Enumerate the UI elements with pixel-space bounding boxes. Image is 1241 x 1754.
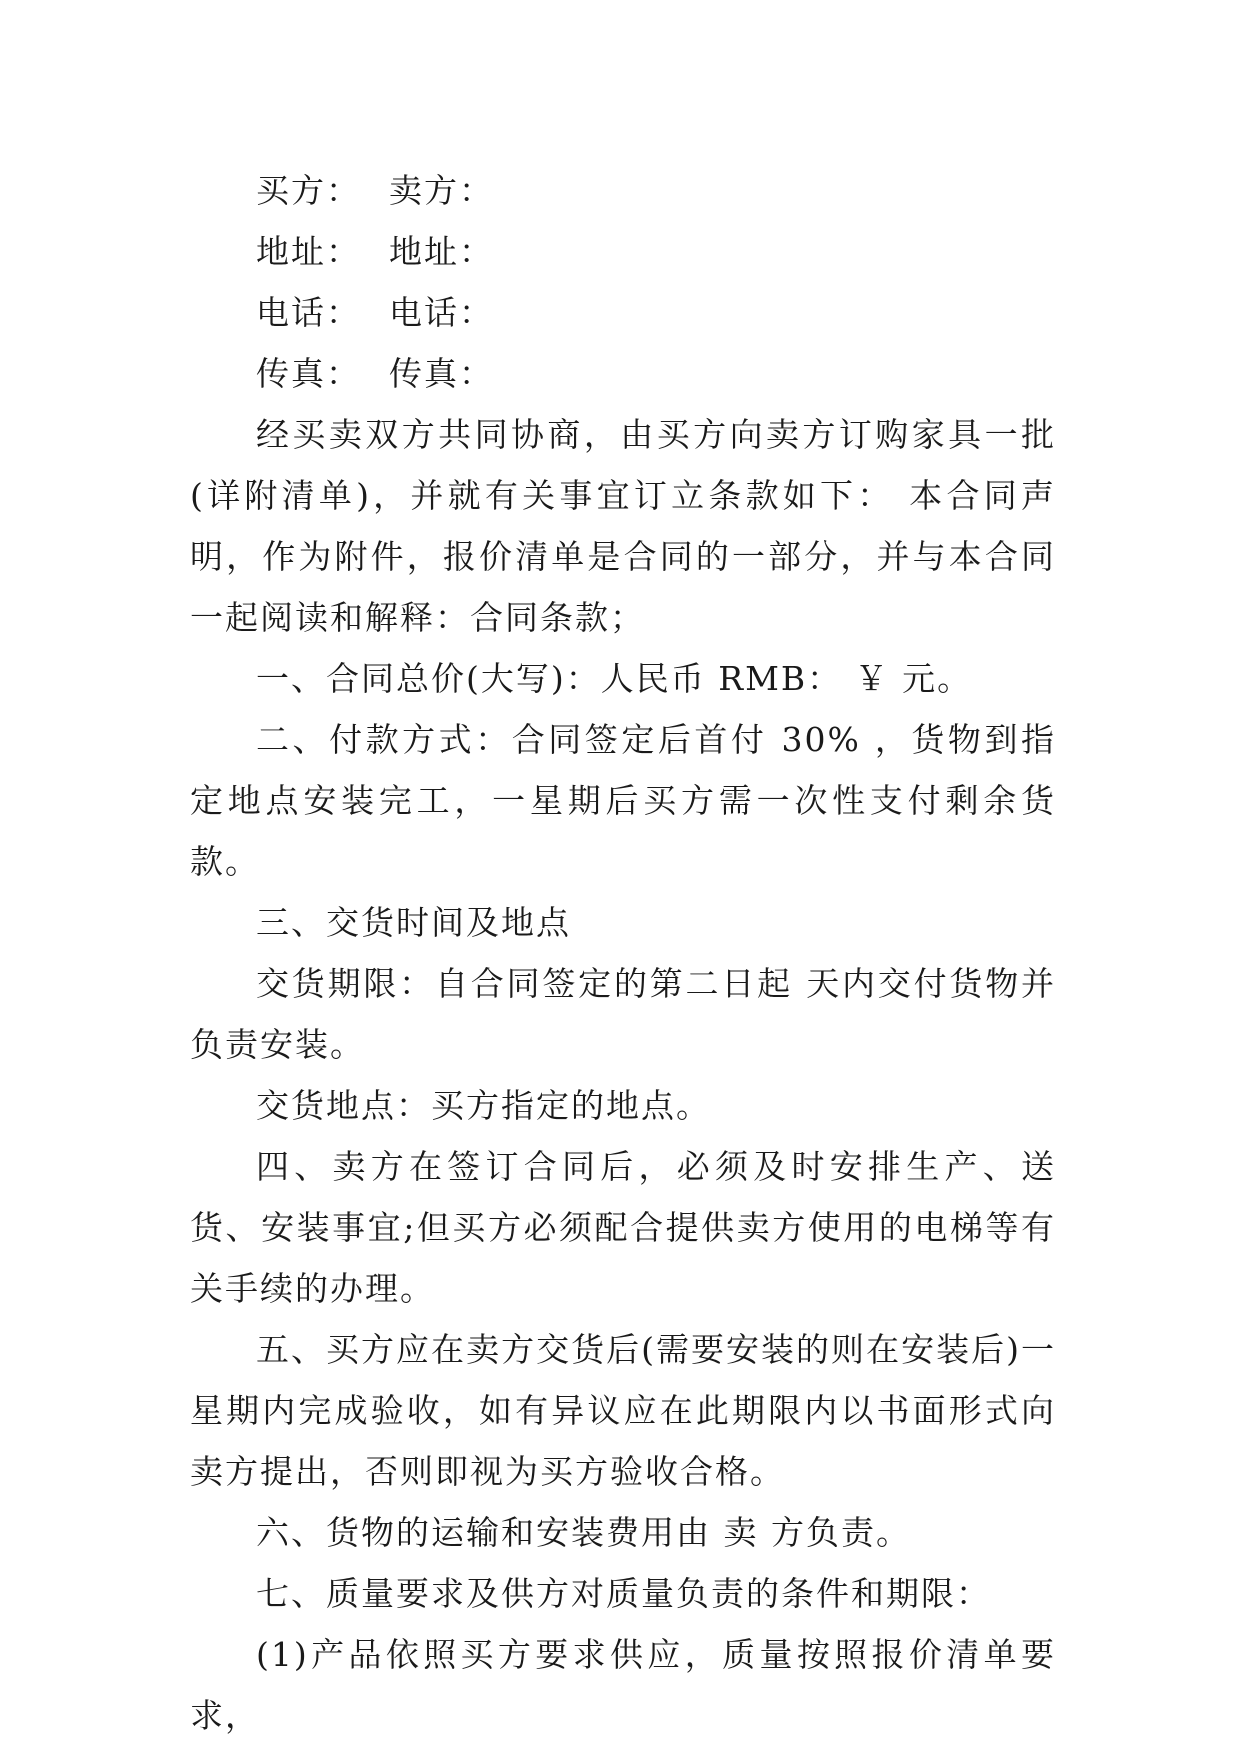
seller-phone-label: 电话： <box>389 293 494 332</box>
clause-quality-heading: 七、质量要求及供方对质量负责的条件和期限： <box>256 1574 991 1613</box>
fax-row <box>190 343 1056 404</box>
seller-fax-label: 传真： <box>389 354 494 393</box>
seller-address-label: 地址： <box>389 232 494 271</box>
seller-label: 卖方： <box>389 171 494 210</box>
preamble-paragraph: 经买卖双方共同协商，由买方向卖方订购家具一批(详附清单)，并就有关事宜订立条款如下： 本合同声明，作为附件，报价清单是合同的一部分，并与本合同一起阅读和解释：合同条款； <box>190 415 1056 637</box>
buyer-phone-label: 电话： <box>256 293 361 332</box>
contract-body <box>190 160 1056 1746</box>
clause-transport-fee: 六、货物的运输和安装费用由 卖 方负责。 <box>256 1513 911 1552</box>
clause-acceptance: 五、买方应在卖方交货后(需要安装的则在安装后)一星期内完成验收，如有异议应在此期限内以书面形式向卖方提出，否则即视为买方验收合格。 <box>190 1330 1056 1491</box>
clause-delivery-heading: 三、交货时间及地点 <box>256 903 571 942</box>
clause-delivery-term: 交货期限：自合同签定的第二日起 天内交付货物并负责安装。 <box>190 964 1056 1064</box>
buyer-label: 买方： <box>256 171 361 210</box>
buyer-address-label: 地址： <box>256 232 361 271</box>
address-row <box>190 221 1056 282</box>
buyer-fax-label: 传真： <box>256 354 361 393</box>
phone-row <box>190 282 1056 343</box>
clause-total-price: 一、合同总价(大写)：人民币 RMB： ￥ 元。 <box>256 659 973 698</box>
clause-delivery-place: 交货地点：买方指定的地点。 <box>256 1086 711 1125</box>
buyer-seller-row <box>190 160 1056 221</box>
clause-quality-item-1: (1)产品依照买方要求供应，质量按照报价清单要求， <box>190 1635 1056 1735</box>
clause-payment: 二、付款方式：合同签定后首付 30% ，货物到指定地点安装完工，一星期后买方需一次性支付剩余货款。 <box>190 720 1056 881</box>
clause-production: 四、卖方在签订合同后，必须及时安排生产、送货、安装事宜;但买方必须配合提供卖方使用的电梯等有关手续的办理。 <box>190 1147 1056 1308</box>
